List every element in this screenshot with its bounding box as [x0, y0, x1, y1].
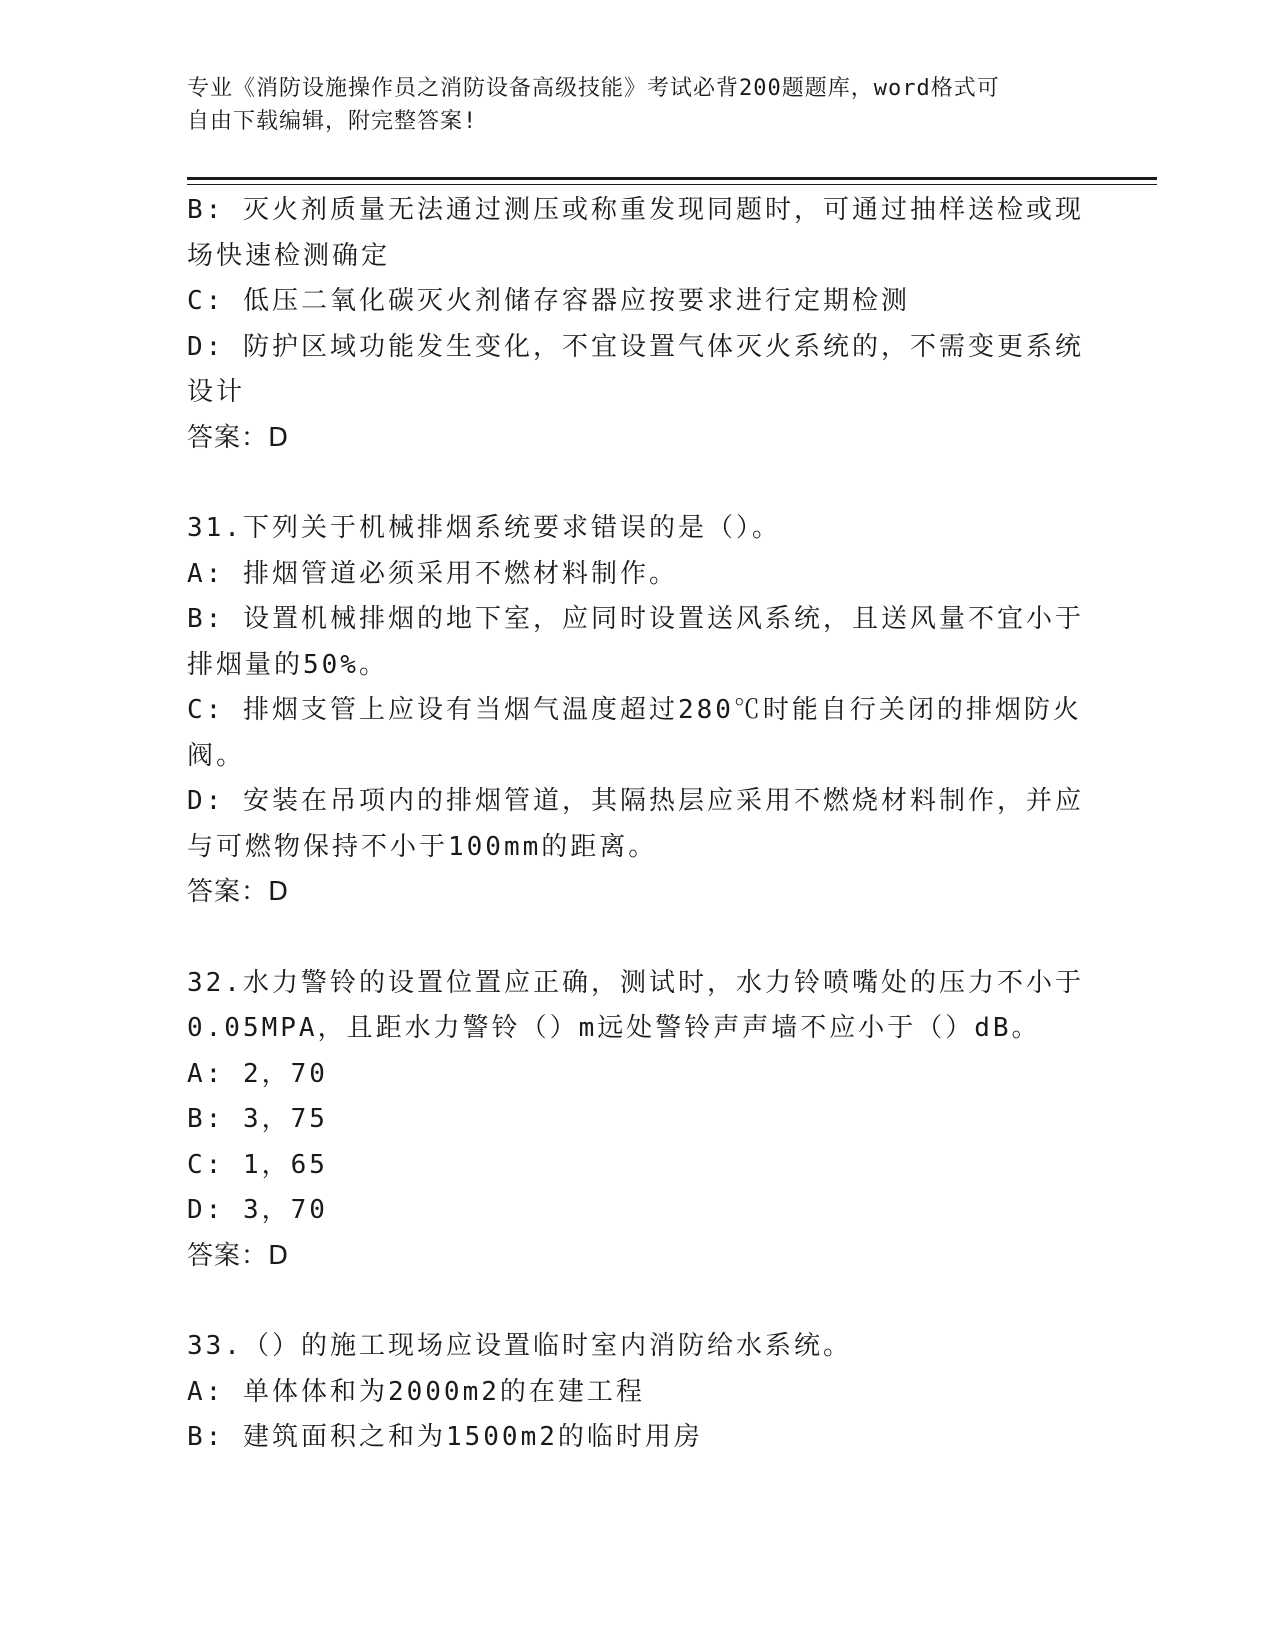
- q33-option-b: B: 建筑面积之和为1500m2的临时用房: [187, 1422, 703, 1452]
- q32-answer: 答案：D: [187, 1240, 290, 1271]
- q30-answer: 答案：D: [187, 422, 290, 453]
- q32-stem-line2: 0.05MPA，且距水力警铃（）m远处警铃声声墙不应小于（）dB。: [187, 1013, 1041, 1043]
- q32-option-b: B: 3，75: [187, 1104, 328, 1134]
- q33-stem: 33.（）的施工现场应设置临时室内消防给水系统。: [187, 1331, 852, 1361]
- document-header: [187, 72, 1067, 138]
- q30-option-d-line1: D: 防护区域功能发生变化，不宜设置气体灭火系统的，不需变更系统: [187, 331, 1084, 362]
- q30-option-c: C: 低压二氧化碳灭火剂储存容器应按要求进行定期检测: [187, 286, 910, 316]
- q32-option-a: A: 2，70: [187, 1058, 328, 1089]
- q32-option-d: D: 3，70: [187, 1195, 328, 1225]
- q31-stem: 31.下列关于机械排烟系统要求错误的是（）。: [187, 513, 781, 543]
- header-title-line1: 专业《消防设施操作员之消防设备高级技能》考试必背200题题库，word格式可: [187, 76, 1000, 101]
- q31-option-a: A: 排烟管道必须采用不燃材料制作。: [187, 558, 678, 589]
- q31-option-d-line1: D: 安装在吊项内的排烟管道，其隔热层应采用不燃烧材料制作，并应: [187, 786, 1084, 816]
- question-33: [187, 1324, 1087, 1461]
- q31-option-b-line1: B: 设置机械排烟的地下室，应同时设置送风系统，且送风量不宜小于: [187, 604, 1084, 634]
- question-32: [187, 961, 1087, 1280]
- spacer: [187, 916, 1087, 961]
- q31-option-b-line2: 排烟量的50%。: [187, 649, 388, 680]
- header-title-line2: 自由下载编辑，附完整答案!: [187, 109, 478, 134]
- spacer: [187, 1279, 1087, 1324]
- q30-option-d-line2: 设计: [187, 377, 246, 407]
- q31-option-c-line2: 阀。: [187, 740, 246, 771]
- q30-option-b-line1: B: 灭火剂质量无法通过测压或称重发现同题时，可通过抽样送检或现: [187, 195, 1084, 225]
- q30-option-b-line2: 场快速检测确定: [187, 240, 391, 271]
- q32-stem-line1: 32.水力警铃的设置位置应正确，测试时，水力铃喷嘴处的压力不小于: [187, 967, 1084, 998]
- spacer: [187, 461, 1087, 506]
- q31-option-c-line1: C: 排烟支管上应设有当烟气温度超过280℃时能自行关闭的排烟防火: [187, 695, 1082, 725]
- q31-option-d-line2: 与可燃物保持不小于100mm的距离。: [187, 831, 658, 862]
- q31-answer: 答案：D: [187, 877, 290, 907]
- header-rule-thick: [187, 177, 1157, 180]
- q32-option-c: C: 1，65: [187, 1149, 328, 1180]
- question-31: [187, 506, 1087, 916]
- header-rule-thin: [187, 184, 1157, 185]
- q33-option-a: A: 单体体和为2000m2的在建工程: [187, 1376, 645, 1407]
- question-30: [187, 188, 1087, 461]
- document-body: [187, 188, 1087, 1461]
